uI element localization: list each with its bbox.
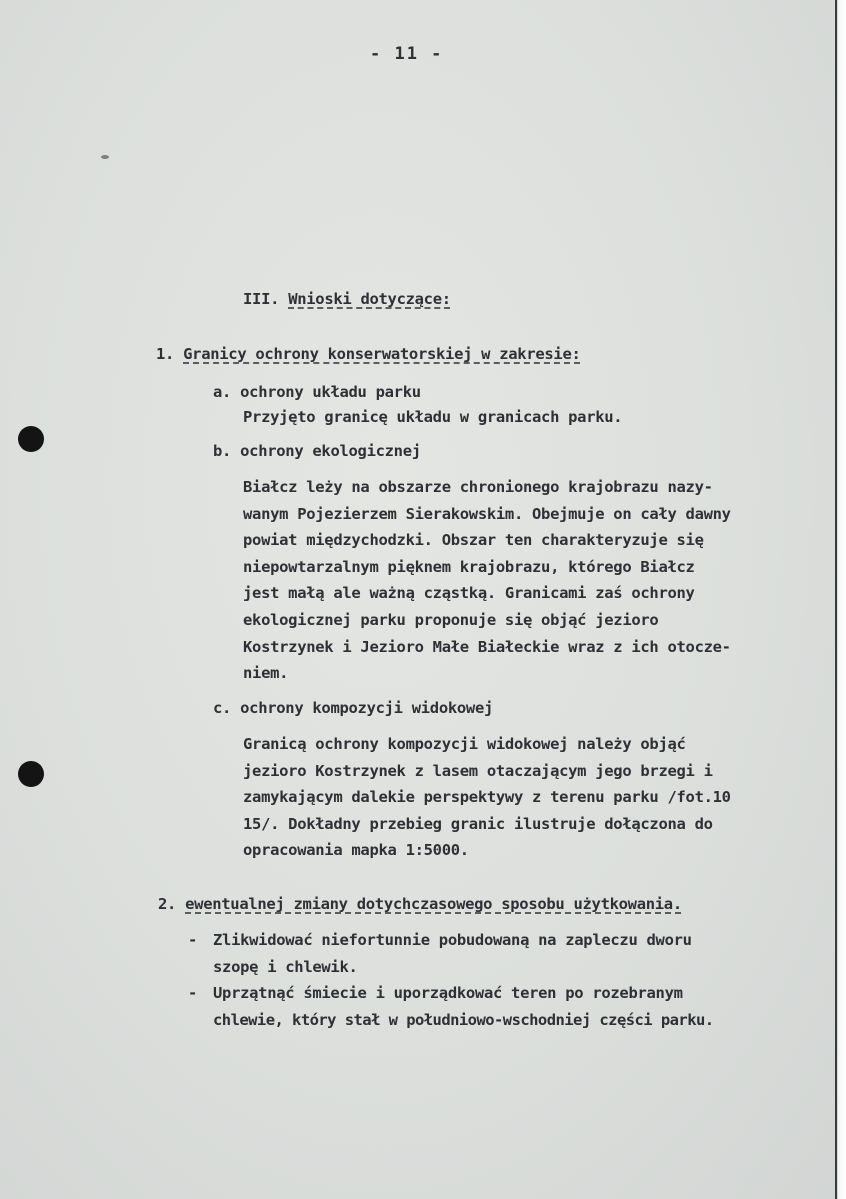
punch-hole-bottom — [18, 761, 44, 787]
paragraph-line: jezioro Kostrzynek z lasem otaczającym jego brzegi i — [243, 761, 713, 780]
bullet-line: szopę i chlewik. — [213, 957, 358, 976]
paragraph-line: jest małą ale ważną cząstką. Granicami zaś ochrony — [243, 584, 695, 603]
subitem-b-title: ochrony ekologicznej — [240, 442, 421, 460]
subitem-c-title: ochrony kompozycji widokowej — [240, 699, 494, 717]
subitem-c-heading — [213, 695, 493, 722]
subitem-a-text: Przyjęto granicę układu w granicach parku. — [243, 408, 623, 426]
section-title: Wnioski dotyczące: — [288, 290, 451, 308]
bullet-2-dash: - — [188, 984, 198, 1002]
subitem-a-label: a. — [213, 383, 232, 401]
page-number: - 11 - — [370, 44, 444, 64]
paragraph-line: Granicą ochrony kompozycji widokowej należy objąć — [243, 735, 686, 753]
bullet-line: Zlikwidować niefortunnie pobudowaną na zapleczu dworu — [213, 931, 692, 949]
subitem-a-title: ochrony układu parku — [240, 383, 421, 401]
bullet-2-text — [213, 980, 714, 1033]
item-1-title: Granicy ochrony konserwatorskiej w zakresie: — [183, 345, 581, 363]
item-2-heading — [158, 891, 682, 918]
paragraph-line: opracowania mapka 1:5000. — [243, 841, 469, 860]
paragraph-line: 15/. Dokładny przebieg granic ilustruje dołączona do — [243, 814, 713, 833]
page-edge — [838, 0, 846, 1199]
subitem-a-heading — [213, 379, 421, 406]
subitem-c-paragraph — [243, 731, 731, 864]
subitem-b-label: b. — [213, 442, 232, 460]
bullet-1-text — [213, 927, 692, 980]
paragraph-line: Białcz leży na obszarze chronionego krajobrazu nazy- — [243, 478, 713, 496]
section-number: III. — [243, 290, 280, 308]
paragraph-line: ekologicznej parku proponuje się objąć jezioro — [243, 610, 659, 629]
punch-hole-top — [18, 426, 44, 452]
paper-speck — [101, 155, 109, 159]
item-1-number: 1. — [156, 345, 175, 363]
paragraph-line: niepowtarzalnym pięknem krajobrazu, którego Białcz — [243, 557, 695, 576]
paragraph-line: niem. — [243, 664, 289, 683]
paragraph-line: powiat międzychodzki. Obszar ten charakteryzuje się — [243, 531, 704, 550]
item-1-heading — [156, 341, 581, 368]
paragraph-line: zamykającym dalekie perspektywy z terenu parku /fot.10 — [243, 788, 731, 807]
subitem-b-heading — [213, 438, 421, 465]
section-heading — [243, 286, 451, 313]
item-2-title: ewentualnej zmiany dotychczasowego sposobu użytkowania. — [185, 895, 682, 913]
bullet-line: chlewie, który stał w południowo-wschodniej części parku. — [213, 1010, 714, 1029]
subitem-c-label: c. — [213, 699, 232, 717]
item-2-number: 2. — [158, 895, 177, 913]
subitem-b-paragraph — [243, 474, 731, 687]
bullet-1-dash: - — [188, 931, 198, 949]
bullet-line: Uprzątnąć śmiecie i uporządkować teren po rozebranym — [213, 984, 683, 1002]
paragraph-line: wanym Pojezierzem Sierakowskim. Obejmuje on cały dawny — [243, 504, 731, 523]
paragraph-line: Kostrzynek i Jezioro Małe Białeckie wraz z ich otocze- — [243, 637, 731, 656]
page-edge-line — [835, 0, 837, 1199]
